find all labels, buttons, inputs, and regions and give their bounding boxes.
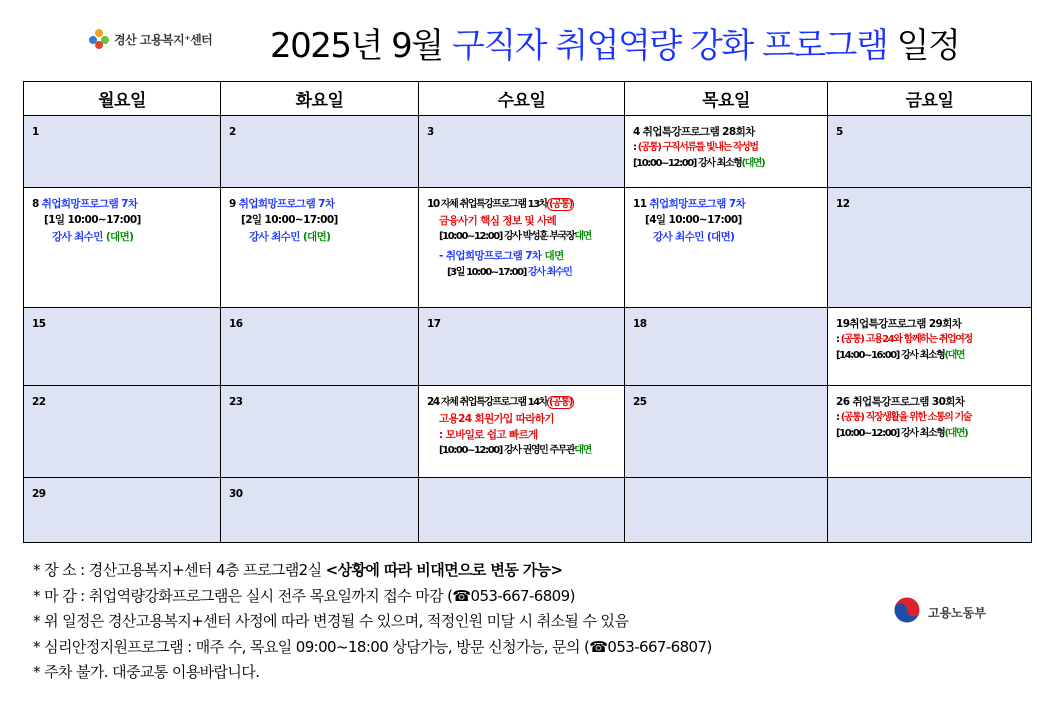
event-mode: 대면 xyxy=(574,230,591,242)
day-cell-10 xyxy=(419,188,625,308)
event-instructor: 강사 최수민 (대면) xyxy=(653,230,735,243)
event-title: 취업특강프로그램 30회차 xyxy=(852,396,965,408)
event-time: [2일 10:00~17:00] xyxy=(241,214,338,227)
event-colon: : xyxy=(836,412,841,424)
event-tag: (공통) xyxy=(549,199,572,210)
day-number: 5 xyxy=(836,126,843,138)
event-mode: (대면 xyxy=(944,349,965,361)
day-number: 29 xyxy=(32,488,46,500)
weekday-wed: 수요일 xyxy=(419,82,625,116)
day-cell-29 xyxy=(24,478,221,543)
day-number: 10 xyxy=(427,198,439,210)
note-counseling xyxy=(33,635,1023,661)
weekday-thu: 목요일 xyxy=(625,82,828,116)
day-cell-11 xyxy=(625,188,828,308)
day-cell-18 xyxy=(625,308,828,386)
note-venue xyxy=(33,558,1023,584)
event-instructor: 강사 최수민 xyxy=(52,230,106,243)
event-instructor: 강사 최수민 xyxy=(527,266,572,278)
center-logo-text: 경산 고용복지⁺센터 xyxy=(114,32,213,47)
title-prefix: 2025년 9월 xyxy=(270,26,452,66)
event-topic: (공통) 고용24와 함께하는 취업여정 xyxy=(840,334,972,346)
day-number: 26 xyxy=(836,396,850,408)
event-time-instructor: [10:00~12:00] 강사 최소형 xyxy=(836,427,945,439)
week-row xyxy=(24,478,1032,543)
week-row xyxy=(24,188,1032,308)
event-time-instructor: [10:00~12:00] 강사 박성훈 부국장 xyxy=(439,230,575,242)
event-subtopic: : 모바일로 쉽고 빠르게 xyxy=(439,428,538,441)
event-tag: (공통) xyxy=(549,397,572,408)
day-cell-empty xyxy=(419,478,625,543)
day-cell-3 xyxy=(419,116,625,188)
note-parking xyxy=(33,660,1023,686)
day-cell-1 xyxy=(24,116,221,188)
day-number: 15 xyxy=(32,318,46,330)
week-row xyxy=(24,116,1032,188)
day-number: 23 xyxy=(229,396,243,408)
title-highlight: 구직자 취업역량 강화 프로그램 xyxy=(451,26,888,66)
day-cell-17 xyxy=(419,308,625,386)
event-instructor: 강사 최수민 xyxy=(249,230,303,243)
page-header xyxy=(0,0,1037,80)
day-cell-19 xyxy=(828,308,1032,386)
note-text: * 심리안정지원프로그램 : 매주 수, 목요일 09:00~18:00 상담가능, 방문 신청가능, 문의 (☎053-667-6807) xyxy=(33,637,712,656)
event-colon: : xyxy=(836,334,841,346)
day-cell-empty xyxy=(828,478,1032,543)
weekday-fri: 금요일 xyxy=(828,82,1032,116)
day-number: 17 xyxy=(427,318,441,330)
event-mode: 대면 xyxy=(574,445,591,457)
event-title: 취업희망프로그램 7차 xyxy=(649,198,746,210)
note-text: * 주차 불가. 대중교통 이용바랍니다. xyxy=(33,663,260,681)
day-number: 19 xyxy=(836,318,850,330)
day-cell-5 xyxy=(828,116,1032,188)
weekday-tue: 화요일 xyxy=(221,82,419,116)
note-emphasis: <상황에 따라 비대면으로 변동 가능> xyxy=(325,561,563,579)
day-number: 24 xyxy=(427,396,439,408)
center-logo xyxy=(88,28,212,50)
day-cell-4 xyxy=(625,116,828,188)
event-title: 취업특강프로그램 29회차 xyxy=(849,318,962,330)
day-cell-9 xyxy=(221,188,419,308)
center-logo-icon xyxy=(88,28,110,50)
weekday-header-row xyxy=(24,82,1032,116)
note-text: * 장 소 : 경산고용복지+센터 4층 프로그램2실 xyxy=(33,561,326,579)
event-mode: (대면) xyxy=(944,427,968,439)
day-cell-12 xyxy=(828,188,1032,308)
event-title: 자체 취업특강프로그램 14차 xyxy=(440,397,548,408)
event-topic: 금융사기 핵심 정보 및 사례 xyxy=(439,214,557,227)
event-time: [1일 10:00~17:00] xyxy=(44,214,141,227)
day-cell-23 xyxy=(221,386,419,478)
day-cell-22 xyxy=(24,386,221,478)
note-change xyxy=(33,609,1023,635)
event-topic: 고용24 회원가입 따라하기 xyxy=(439,412,554,425)
event-time-instructor: [10:00~12:00] 강사 최소형 xyxy=(633,157,742,169)
day-number: 12 xyxy=(836,198,850,210)
note-deadline xyxy=(33,584,1023,610)
event-colon: : xyxy=(633,142,638,154)
event-time: [4일 10:00~17:00] xyxy=(645,214,742,227)
day-cell-2 xyxy=(221,116,419,188)
day-number: 30 xyxy=(229,488,243,500)
event-title: 취업희망프로그램 7차 xyxy=(238,198,335,210)
event-title: 취업희망프로그램 7차 xyxy=(41,198,138,210)
event-time-instructor: [10:00~12:00] 강사 권영민 주무관 xyxy=(439,445,575,457)
page-title xyxy=(270,18,959,67)
day-cell-8 xyxy=(24,188,221,308)
event-time: [3일 10:00~17:00] xyxy=(447,266,528,278)
event-topic: (공통) 직장생활을 위한 소통의 기술 xyxy=(840,412,971,424)
day-number: 16 xyxy=(229,318,243,330)
event-title: - 취업희망프로그램 7차 xyxy=(439,250,545,263)
weekday-mon: 월요일 xyxy=(24,82,221,116)
event-mode: 대면 xyxy=(544,250,564,263)
event-title: 자체 취업특강프로그램 13차 xyxy=(440,199,548,210)
event-mode: (대면) xyxy=(302,230,331,243)
day-number: 9 xyxy=(229,198,236,210)
note-text: * 위 일정은 경산고용복지+센터 사정에 따라 변경될 수 있으며, 적정인원 미달 시 취소될 수 있음 xyxy=(33,612,629,630)
day-cell-26 xyxy=(828,386,1032,478)
day-cell-30 xyxy=(221,478,419,543)
ministry-emblem-icon xyxy=(892,595,922,629)
day-number: 2 xyxy=(229,126,236,138)
week-row xyxy=(24,386,1032,478)
event-topic: (공통) 구직서류를 빛내는 작성법 xyxy=(637,142,758,154)
event-time-instructor: [14:00~16:00] 강사 최소형 xyxy=(836,349,945,361)
day-number: 3 xyxy=(427,126,434,138)
day-number: 4 xyxy=(633,126,640,138)
day-cell-24 xyxy=(419,386,625,478)
day-number: 18 xyxy=(633,318,647,330)
week-row xyxy=(24,308,1032,386)
day-number: 8 xyxy=(32,198,39,210)
event-mode: (대면) xyxy=(741,157,765,169)
event-mode: (대면) xyxy=(105,230,134,243)
notes-section xyxy=(33,558,1023,686)
day-number: 22 xyxy=(32,396,46,408)
day-number: 1 xyxy=(32,126,39,138)
event-title: 취업특강프로그램 28회차 xyxy=(642,126,755,138)
day-cell-empty xyxy=(625,478,828,543)
day-cell-25 xyxy=(625,386,828,478)
ministry-logo xyxy=(892,595,986,629)
day-number: 25 xyxy=(633,396,647,408)
day-cell-16 xyxy=(221,308,419,386)
title-suffix: 일정 xyxy=(887,26,960,66)
schedule-calendar xyxy=(23,81,1032,543)
ministry-logo-text: 고용노동부 xyxy=(928,605,986,620)
note-text: * 마 감 : 취업역량강화프로그램은 실시 전주 목요일까지 접수 마감 (☎053-667-6809) xyxy=(33,586,575,605)
day-number: 11 xyxy=(633,198,647,210)
day-cell-15 xyxy=(24,308,221,386)
